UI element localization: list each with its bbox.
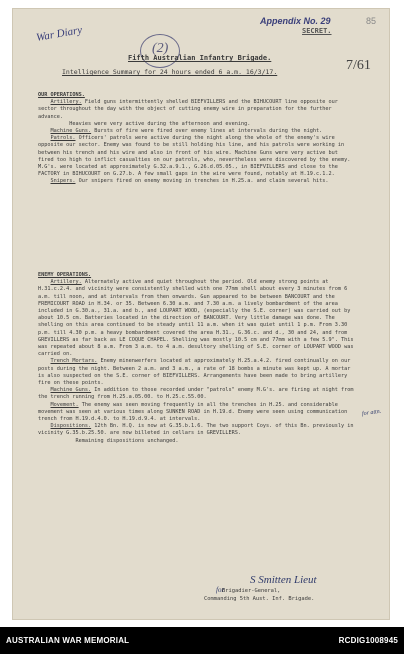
signature-for-mark: for xyxy=(216,586,225,594)
own-mg-label: Machine Guns. xyxy=(50,128,92,135)
enemy-artillery-text: Alternately active and quiet throughout the period. Old enemy strong points at H.31.c.2.4. and vicinity were consistently shelled with one 77mm shell about every 3 minutes from 6 a.m. till noon, and at intervals from then onwards. Gun appeared to be between BANCOURT and the FREMICOURT ROAD in H.34. or 35. Between 6.30 a.m. and 7.30 a.m. a lively bombardment of the area included in G.30.a., 31.a. and b., and LOUPART WOOD, (especially the S.E. corner) was carried out by about 10.5 cm. Batteries located in the direction of BANCOURT. Very little damage was done. The shelling on this area continued to be steady until 11 a.m. when it was quiet until 1 p.m. From 3.30 p.m. till 4.30 p.m. a heavy bombardment covered the area H.31., G.36.c. and d., 30 and 24, and from GREVILLERS as far back as LE COQUE CHAPEL. Shelling was mostly 10.5 cm and 77mm with a few 5.9". This was repeated about 8 a.m. From 3 a.m. to 4 a.m. desultory shelling of S.E. corner of LOUPART WOOD was carried on. xyxy=(38,279,354,358)
enemy-operations-heading: ENEMY OPERATIONS. xyxy=(38,272,92,278)
own-heavies-text: Heavies were very active during the afternoon and evening. xyxy=(69,120,251,127)
signature-title-line2: Commanding 5th Aust. Inf. Brigade. xyxy=(204,596,315,602)
archive-footer xyxy=(0,627,404,654)
own-mg-text: Bursts of fire were fired over enemy lines at intervals during the night. xyxy=(94,128,323,135)
page-number: 85 xyxy=(366,16,377,26)
archive-name: AUSTRALIAN WAR MEMORIAL xyxy=(6,636,130,645)
own-patrols-label: Patrols. xyxy=(50,135,76,142)
enemy-dispositions-text: 12th Bn. H.Q. is now at G.35.b.1.6. The two support Coys. of this Bn. previously in vicinity G.35.b.25.50. are now billeted in cellars in GREVILLERS. xyxy=(38,423,354,437)
war-diary-handwriting: War Diary xyxy=(35,24,84,44)
own-snipers-text: Our snipers fired on enemy moving in trenches in H.25.a. and claim several hits. xyxy=(78,178,329,185)
summary-title: Intelligence Summary for 24 hours ended 6 a.m. 16/3/17. xyxy=(62,68,278,76)
enemy-movement-text: The enemy was seen moving frequently in all the trenches in H.25. and considerable movement was seen at various times along SUNKEN ROAD in H.19.d. Enemy were seen using communication trench from H.19.d.4.0. to H.19.d.9.4. at intervals. xyxy=(38,401,348,423)
own-patrols-text: Officers' patrols were active during the night along the whole of the enemy's wire opposite our sector. Enemy was found to be still holding his line, and his patrols were working in between his trench and his wire and also in front of his wire. Machine Guns were very active but fired too high to inflict casualties on our patrols, who, nevertheless were discovered by the enemy. M.G's. were located at approximately G.32.a.9.1., G.26.d.05.05., in BIEFVILLERS and close to the FACTORY in BIHUCOURT on G.27.b. A few small gaps in the wire were found, notably at H.19.c.1.2. xyxy=(38,135,351,178)
enemy-movement-label: Movement. xyxy=(50,401,79,408)
enemy-artillery-label: Artillery. xyxy=(50,279,82,286)
stamp-number: (2) xyxy=(152,41,169,56)
signature-handwriting: S Smitten Lieut xyxy=(250,574,317,586)
own-artillery-label: Artillery. xyxy=(50,99,82,106)
enemy-tm-text: Enemy minenwerfers located at approximately H.25.a.4.2. fired continually on our posts during the night. Between 2 a.m. and 3 a.m., a rate of 18 bombs a minute was kept up. A mortar is also suspected on the S.E. corner of BIEFVILLERS. Arrangements have been made to bring artillery fire on these points. xyxy=(38,358,351,387)
signature-title: Brigadier-General, xyxy=(222,588,281,594)
file-number: 7/61 xyxy=(346,58,371,73)
brigade-title: Fifth Australian Infantry Brigade. xyxy=(128,54,272,62)
margin-annotation: for attn. xyxy=(361,408,382,418)
own-snipers-label: Snipers. xyxy=(50,178,76,185)
archive-id: RCDIG1008945 xyxy=(338,636,398,645)
appendix-label: Appendix No. 29 xyxy=(260,16,331,26)
enemy-operations-section xyxy=(38,272,356,445)
own-artillery-text: Field guns intermittently shelled BIEFVILLERS and the BIHUCOURT line opposite our sector throughout the day with the object of cutting enemy wire in preparation for the further advance. xyxy=(38,99,338,120)
own-operations-heading: OUR OPERATIONS. xyxy=(38,92,85,98)
enemy-dispositions-label: Dispositions. xyxy=(50,423,92,430)
secret-label: SECRET. xyxy=(302,27,332,35)
enemy-tm-label: Trench Mortars. xyxy=(50,358,98,365)
circle-stamp xyxy=(140,34,180,68)
enemy-mg-text: In addition to those recorded under "patrols" enemy M.G's. are firing at night from the trench running from H.25.a.05.00. to H.25.c.55.00. xyxy=(38,387,354,401)
enemy-mg-label: Machine Guns. xyxy=(50,387,92,394)
enemy-dispositions-end: Remaining dispositions unchanged. xyxy=(75,437,179,444)
own-operations-section xyxy=(38,92,356,186)
